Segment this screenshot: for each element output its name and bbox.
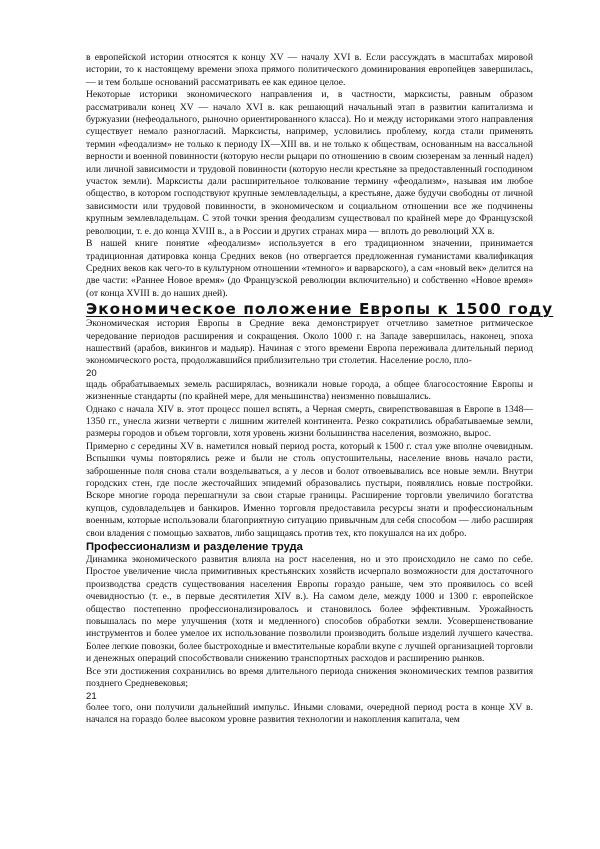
paragraph: Экономическая история Европы в Средние века демонстрирует отчетливо заметное ритмическое чередование периодов расширения и сокращения. Около 1000 г. на Западе завершилась, наконец, эпоха нашествий (арабов, викингов и мадьяр). Начиная с этого времени Европа переживала длительный период экономического роста, продолжавшийся приблизительно три столетия. Население росло, пло- xyxy=(86,318,533,367)
paragraph: щадь обрабатываемых земель расширялась, возникали новые города, а общее благосостояние Европы и жизненные стандарты (по крайней мере, для меньшинства) неизменно повышались. xyxy=(86,378,533,403)
subsection-heading: Профессионализм и разделение труда xyxy=(86,541,303,554)
paragraph: В нашей книге понятие «феодализм» используется в его традиционном значении, принимается традиционная датировка конца Средних веков (но отвергается предложенная гуманистами квалификация Средних веков как чего-то в культурном отношении «темного» и варварского), а сам «новый век» делится на две части: «Раннее Новое время» (до Французской революции включительно) и собственно «Новое время» (от конца XVIII в. до наших дней). xyxy=(86,238,533,299)
paragraph: Динамика экономического развития влияла на рост населения, но и это происходило не само по себе. Простое увеличение числа примитивных крестьянских хозяйств исчерпало возможности для достаточного производства средств существования населения Европы гораздо раньше, чем это проявилось со всей очевидностью (т. е., в первые десятилетия XIV в.). На самом деле, между 1000 и 1300 г. европейское общество постепенно профессионализировалось и становилось более эффективным. Урожайность повышалась по мере улучшения (хотя и медленного) способов обработки земли. Усовершенствование инструментов и более умелое их использование позволили производить больше изделий лучшего качества. Более легкие повозки, более быстроходные и вместительные корабли вкупе с лучшей организацией торговли и денежных операций способствовали снижению транспортных расходов и расширению рынков. xyxy=(86,554,533,665)
document-page xyxy=(86,52,554,726)
page-number: 21 xyxy=(86,690,97,702)
paragraph: Однако с начала XIV в. этот процесс пошел вспять, а Черная смерть, свирепствовавшая в Европе в 1348—1350 гг., унесла жизни четверти с лишним жителей континента. Резко сократились обрабатываемые земли, размеры городов и объем торговли, хотя уровень жизни большинства населения, возможно, вырос. xyxy=(86,403,533,440)
paragraph: в европейской истории относятся к концу XV — началу XVI в. Если рассуждать в масштабах мировой истории, то к настоящему времени эпоха прямого политического доминирования европейцев завершилась, — и тем больше оснований рассматривать ее как единое целое. xyxy=(86,52,533,88)
paragraph: Некоторые историки экономического направления и, в частности, марксисты, равным образом рассматривали конец XV — начало XVI в. как решающий начальный этап в развитии капитализма и буржуазии (нефеодального, рыночно ориентированного класса). Но и между историками этого направления существует немало разногласий. Марксисты, например, условились проблему, когда стали применять термин «феодализм» не только к периоду IX—XIII вв. и не только к обществам, основанным на вассальной верности и военной повинности (которую несли рыцари по отношению в своим сюзеренам за ленный надел) или личной зависимости и трудовой повинности (которую несли крестьяне за предоставленный господином участок земли). Марксисты дали расширительное толкование термину «феодализм», называя им любое общество, в котором господствуют крупные землевладельцы, а крестьяне, даже будучи свободны от личной зависимости или трудовой повинности, в экономическом и социальном отношении все же подчинены крупным землевладельцам. С этой точки зрения феодализм существовал по крайней мере до Французской революции, т. е. до конца XVIII в., а в России и других странах мира — вплоть до революций XX в. xyxy=(86,89,533,237)
paragraph: Все эти достижения сохранились во время длительного периода снижения экономических темпов развития позднего Средневековья; xyxy=(86,665,533,690)
page-number: 20 xyxy=(86,367,97,379)
paragraph: Примерно с середины XV в. наметился новый период роста, который к 1500 г. стал уже вполне очевидным. Вспышки чумы повторялись реже и были не столь опустошительны, население вновь начало расти, заброшенные поля снова стали возделываться, а у лесов и болот отвоевывались все новые земли. Внутри городских стен, где после жесточайших эпидемий образовались пустыри, появлялись новые постройки. Вскоре многие города перешагнули за свои старые границы. Расширение торговли увеличило богатства купцов, судовладельцев и банкиров. Именно торговля предоставила ресурсы знати и профессиональным военным, которые использовали благоприятную ситуацию привычным для себя способом — либо расширяя свои владения с помощью захватов, либо защищаясь против тех, кто покушался на их добро. xyxy=(86,440,533,539)
section-heading: Экономическое положение Европы к 1500 году xyxy=(86,300,554,319)
paragraph: более того, они получили дальнейший импульс. Иными словами, очередной период роста в конце XV в. начался на гораздо более высоком уровне развития технологии и накопления капитала, чем xyxy=(86,701,533,725)
